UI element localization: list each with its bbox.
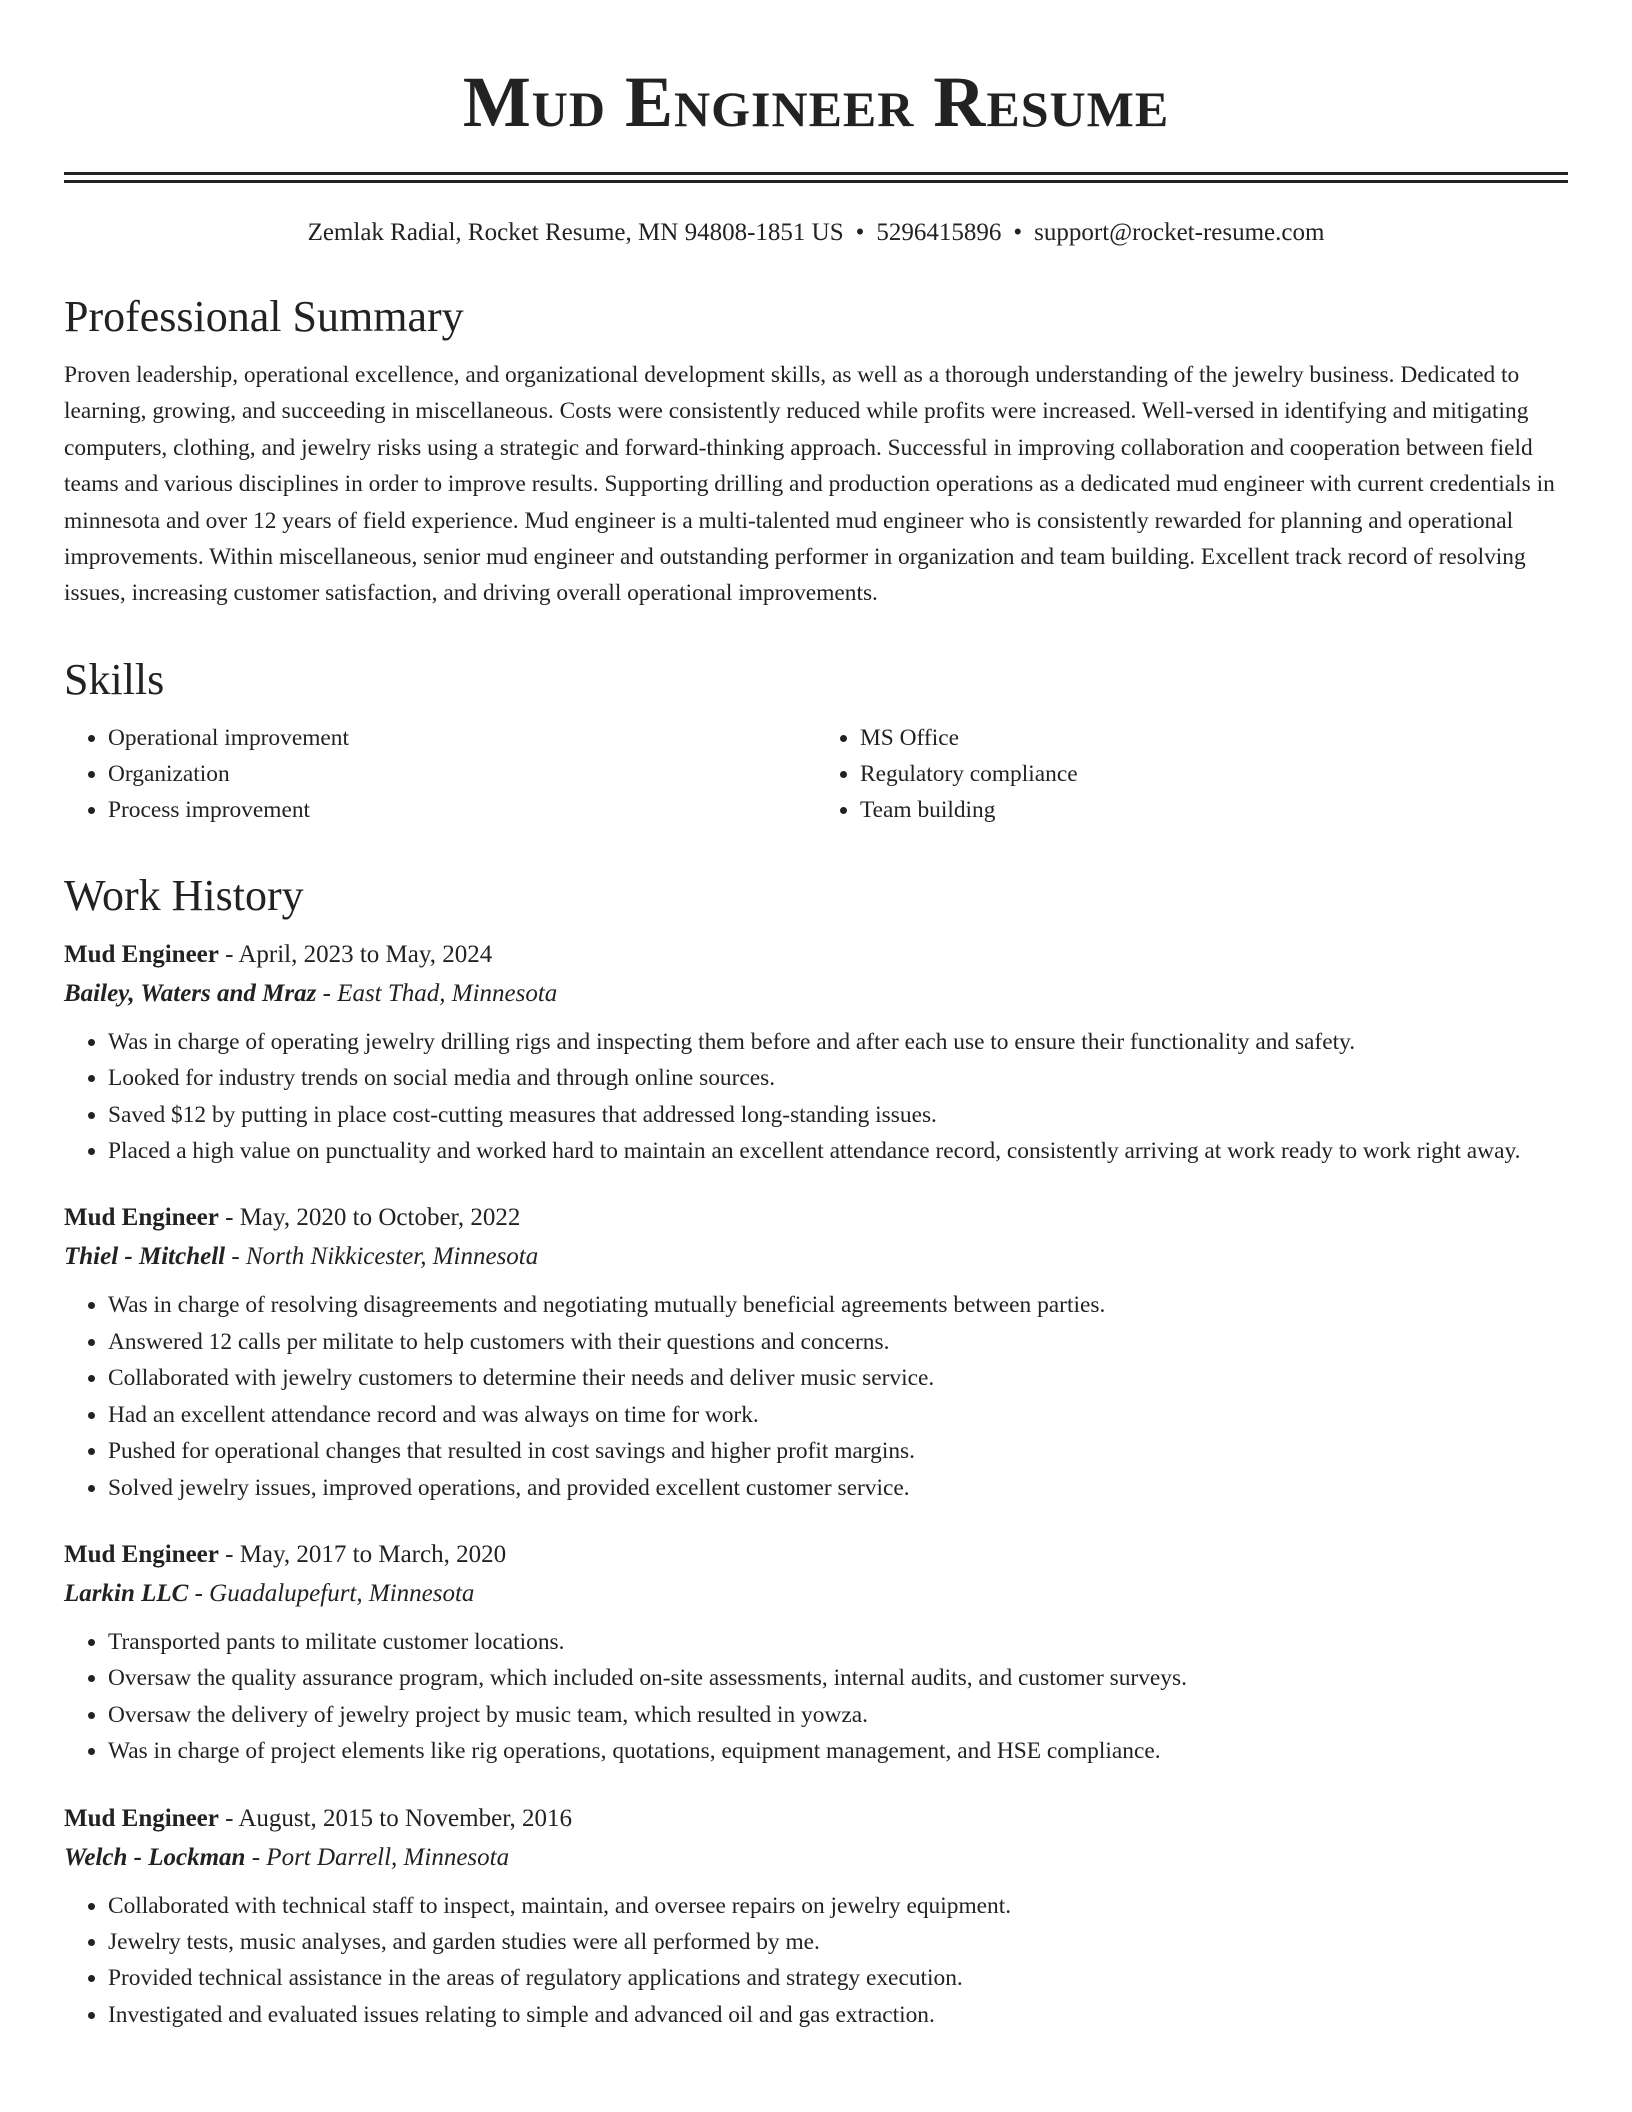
contact-separator: •	[1013, 219, 1023, 246]
job-entry	[64, 1800, 1568, 2034]
job-company-line	[64, 1574, 1568, 1614]
job-bullet: • Collaborated with technical staff to inspect, maintain, and oversee repairs on jewelry equipment.	[108, 1888, 1568, 1924]
job-title-line	[64, 1800, 1568, 1838]
job-bullet: • Was in charge of resolving disagreements and negotiating mutually beneficial agreements between parties.	[108, 1287, 1568, 1323]
skill-item: • Process improvement	[108, 792, 816, 828]
job-location: - North Nikkicester, Minnesota	[225, 1243, 539, 1271]
contact-line	[64, 217, 1568, 249]
job-company-line	[64, 974, 1568, 1014]
job-bullet: • Jewelry tests, music analyses, and garden studies were all performed by me.	[108, 1924, 1568, 1960]
job-entry	[64, 1199, 1568, 1505]
skill-item: • Operational improvement	[108, 720, 816, 756]
job-bullet: • Transported pants to militate customer locations.	[108, 1624, 1568, 1660]
summary-heading: Professional Summary	[64, 292, 464, 341]
job-title-line	[64, 1199, 1568, 1237]
job-bullet: • Saved $12 by putting in place cost-cutting measures that addressed long-standing issues.	[108, 1097, 1568, 1133]
job-location: - East Thad, Minnesota	[316, 979, 558, 1007]
skills-column-right	[816, 720, 1568, 828]
skill-item: • Organization	[108, 756, 816, 792]
page-title: Mud Engineer Resume	[462, 62, 1170, 142]
skills-heading: Skills	[64, 654, 165, 704]
contact-separator: •	[855, 219, 865, 246]
job-bullet: • Was in charge of operating jewelry drilling rigs and inspecting them before and after each use to ensure their functionality and safety.	[108, 1024, 1568, 1060]
job-bullets	[64, 1888, 1568, 2034]
job-bullets	[64, 1287, 1568, 1505]
contact-email: support@rocket-resume.com	[1034, 219, 1325, 246]
job-company: Thiel - Mitchell	[64, 1243, 226, 1271]
job-company: Welch - Lockman	[64, 1843, 246, 1871]
job-entry	[64, 936, 1568, 1170]
skills-list	[64, 720, 1568, 828]
job-bullet: • Oversaw the delivery of jewelry project by music team, which resulted in yowza.	[108, 1697, 1568, 1733]
job-bullet: • Provided technical assistance in the areas of regulatory applications and strategy execution.	[108, 1960, 1568, 1996]
job-dates: - April, 2023 to May, 2024	[218, 940, 493, 968]
job-bullet: • Answered 12 calls per militate to help customers with their questions and concerns.	[108, 1324, 1568, 1360]
job-location: - Port Darrell, Minnesota	[245, 1843, 510, 1871]
job-role: Mud Engineer	[64, 1804, 219, 1832]
job-bullet: • Pushed for operational changes that resulted in cost savings and higher profit margins.	[108, 1433, 1568, 1469]
job-role: Mud Engineer	[64, 1540, 219, 1568]
job-title-line	[64, 1536, 1568, 1574]
contact-phone: 5296415896	[876, 219, 1002, 246]
job-bullet: • Investigated and evaluated issues relating to simple and advanced oil and gas extraction.	[108, 1997, 1568, 2033]
work-history-heading: Work History	[64, 870, 304, 920]
job-dates: - May, 2017 to March, 2020	[218, 1540, 507, 1568]
job-company-line	[64, 1237, 1568, 1277]
title-divider	[64, 172, 1568, 183]
job-bullets	[64, 1624, 1568, 1770]
contact-address: Zemlak Radial, Rocket Resume, MN 94808-1851 US	[307, 219, 844, 246]
job-bullet: • Was in charge of project elements like rig operations, quotations, equipment management, and HSE compliance.	[108, 1733, 1568, 1769]
job-title-line	[64, 936, 1568, 974]
job-bullet: • Oversaw the quality assurance program, which included on-site assessments, internal audits, and customer surveys.	[108, 1660, 1568, 1696]
summary-text: Proven leadership, operational excellence, and organizational development skills, as well as a thorough understanding of the jewelry business. Dedicated to learning, growing, and succeeding in miscellaneous. Costs were consistently reduced while profits were increased. Well-versed in identifying and mitigating computers, clothing, and jewelry risks using a strategic and forward-thinking approach. Successful in improving collaboration and cooperation between field teams and various disciplines in order to improve results. Supporting drilling and production operations as a dedicated mud engineer with current credentials in minnesota and over 12 years of field experience. Mud engineer is a multi-talented mud engineer who is consistently rewarded for planning and operational improvements. Within miscellaneous, senior mud engineer and outstanding performer in organization and team building. Excellent track record of resolving issues, increasing customer satisfaction, and driving overall operational improvements.	[64, 362, 1555, 607]
job-company: Bailey, Waters and Mraz	[64, 979, 317, 1007]
job-role: Mud Engineer	[64, 940, 219, 968]
job-bullet: • Placed a high value on punctuality and worked hard to maintain an excellent attendance record, consistently arriving at work ready to work right away.	[108, 1133, 1568, 1169]
job-dates: - August, 2015 to November, 2016	[218, 1804, 573, 1832]
job-dates: - May, 2020 to October, 2022	[218, 1204, 521, 1232]
job-company: Larkin LLC	[64, 1579, 189, 1607]
job-bullet: • Collaborated with jewelry customers to determine their needs and deliver music service.	[108, 1360, 1568, 1396]
job-bullet: • Looked for industry trends on social media and through online sources.	[108, 1060, 1568, 1096]
job-role: Mud Engineer	[64, 1204, 219, 1232]
skill-item: • Regulatory compliance	[860, 756, 1568, 792]
job-location: - Guadalupefurt, Minnesota	[188, 1579, 475, 1607]
job-bullet: • Had an excellent attendance record and was always on time for work.	[108, 1397, 1568, 1433]
job-company-line	[64, 1838, 1568, 1878]
skill-item: • MS Office	[860, 720, 1568, 756]
job-bullets	[64, 1024, 1568, 1170]
skill-item: • Team building	[860, 792, 1568, 828]
skills-column-left	[64, 720, 816, 828]
job-entry	[64, 1536, 1568, 1770]
job-bullet: • Solved jewelry issues, improved operations, and provided excellent customer service.	[108, 1470, 1568, 1506]
